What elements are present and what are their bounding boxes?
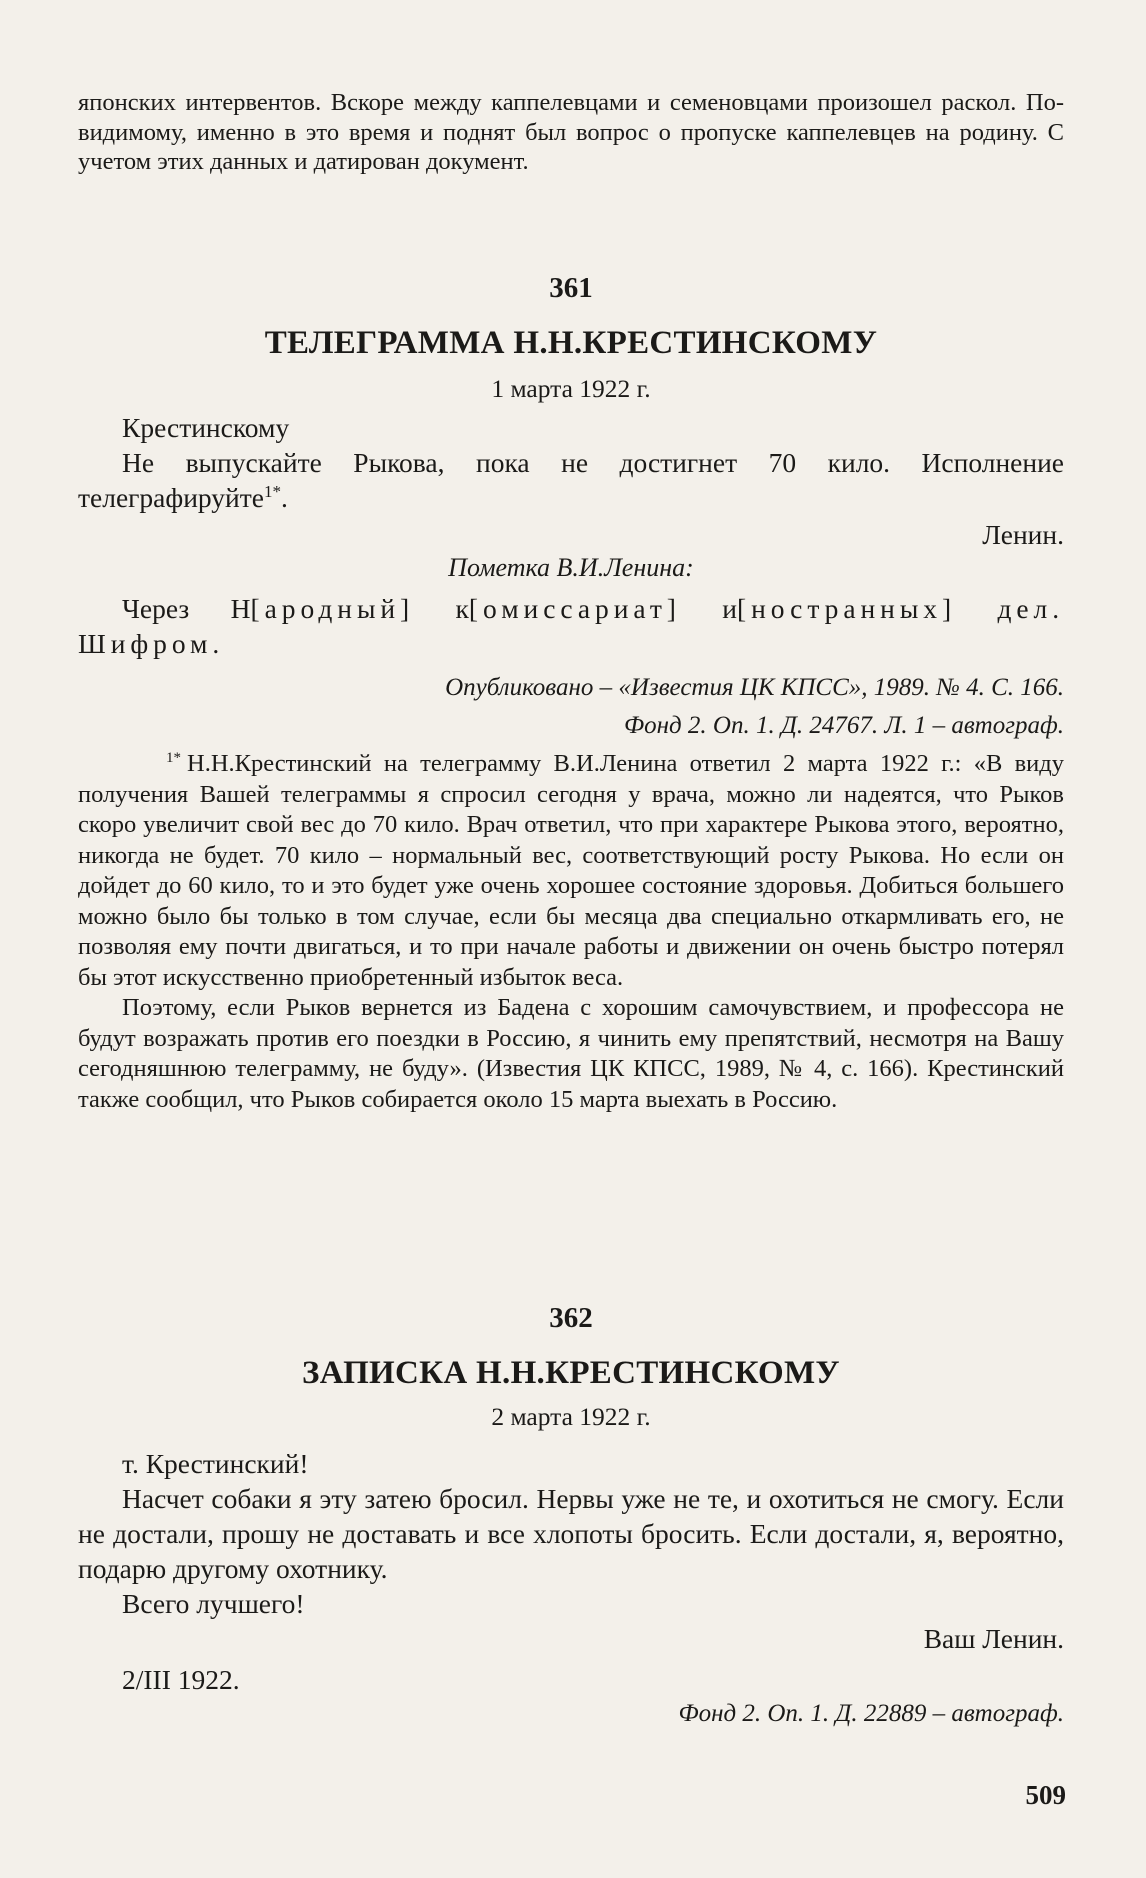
note-part: [омиссариат] (468, 593, 681, 624)
page-number: 509 (1025, 1780, 1066, 1810)
doc-number: 361 (549, 272, 593, 304)
doc-title: ТЕЛЕГРАММА Н.Н.КРЕСТИНСКОМУ (264, 325, 878, 361)
intro-section (78, 88, 1064, 177)
note-part: к (455, 593, 469, 624)
footnote-ref: 1* (264, 481, 282, 501)
doc-date: 2 марта 1922 г. (491, 1402, 651, 1431)
telegram-end: . (281, 482, 288, 513)
archive-reference: Фонд 2. Оп. 1. Д. 24767. Л. 1 – автограф. (624, 712, 1064, 739)
footnote-paragraph: 1* Н.Н.Крестинский на телеграмму В.И.Ленина ответил 2 марта 1922 г.: «В виду получения Вашей телеграммы я спросил сегодня у врача, можно ли надеятся, что Рыков скоро увеличит свой вес до 70 кило. Врач ответил, что при характере Рыкова этого, вероятно, никогда не будет. 70 кило – нормальный вес, соответствующий росту Рыкова. Но если он дойдет до 60 кило, то и это будет уже очень хорошее состояние здоровья. Добиться большего можно было бы только в том случае, если бы месяца два специально откармливать его, не позволяя ему почти двигаться, и то при начале работы и движении он очень быстро потерял бы этот искусственно приобретенный избыток веса. (78, 749, 1064, 991)
doc-date: 1 марта 1922 г. (491, 374, 651, 403)
note-part: Шифром. (78, 628, 225, 659)
footnote-paragraph: Поэтому, если Рыков вернется из Бадена с хорошим самочувствием, и профессора не будут возражать против его поездки в Россию, я чинить ему препятствий, несмотря на Вашу сегодняшнюю телеграмму, не буду». (Известия ЦК КПСС, 1989, № 4, с. 166). Крестинский также сообщил, что Рыков собирается около 15 марта выехать в Россию. (78, 994, 1064, 1113)
addressee: Крестинскому (122, 412, 290, 443)
document-362 (78, 1302, 1064, 1733)
note-heading: Пометка В.И.Ленина: (448, 553, 694, 582)
signature: Ленин. (982, 519, 1064, 550)
note-part: Н (230, 593, 251, 624)
telegram-body (78, 445, 1064, 515)
footnote (78, 749, 1064, 1115)
note-text (78, 591, 1064, 661)
note-part: дел. (997, 593, 1065, 624)
telegram-text: Не выпускайте Рыкова, пока не достигнет 70 кило. Исполнение телеграфируйте (78, 447, 1064, 513)
note-part: и (722, 593, 738, 624)
signature: Ваш Ленин. (923, 1623, 1064, 1654)
note-part: [ародный] (250, 593, 415, 624)
document-361 (78, 272, 1064, 1115)
closing: Всего лучшего! (122, 1588, 305, 1619)
note-part: Через (122, 593, 190, 624)
note-part: [ностранных] (737, 593, 957, 624)
doc-title: ЗАПИСКА Н.Н.КРЕСТИНСКОМУ (302, 1355, 840, 1391)
dateline: 2/III 1922. (122, 1664, 240, 1695)
intro-paragraph: японских интервентов. Вскоре между каппелевцами и семеновцами произошел раскол. По-видимому, именно в это время и поднят был вопрос о пропуске каппелевцев на родину. С учетом этих данных и датирован документ. (78, 89, 1064, 175)
footnote-text: Н.Н.Крестинский на телеграмму В.И.Ленина ответил 2 марта 1922 г.: «В виду получения Вашей телеграммы я спросил сегодня у врача, можно ли надеятся, что Рыков скоро увеличит свой вес до 70 кило. Врач ответил, что при характере Рыкова этого, вероятно, никогда не будет. 70 кило – нормальный вес, соответствующий росту Рыкова. Но если он дойдет до 60 кило, то и это будет уже очень хорошее состояние здоровья. Добиться большего можно было бы только в том случае, если бы месяца два специально откармливать его, не позволяя ему почти двигаться, и то при начале работы и движении он очень быстро потерял бы этот искусственно приобретенный избыток веса. (78, 750, 1064, 991)
note-body: Насчет собаки я эту затею бросил. Нервы уже не те, и охотиться не смогу. Если не достали, прошу не доставать и все хлопоты бросить. Если достали, я, вероятно, подарю другому охотнику. (78, 1483, 1064, 1584)
doc-number: 362 (549, 1302, 593, 1334)
archive-reference: Фонд 2. Оп. 1. Д. 22889 – автограф. (678, 1700, 1064, 1727)
published-source: Опубликовано – «Известия ЦК КПСС», 1989. № 4. С. 166. (445, 674, 1064, 701)
greeting: т. Крестинский! (122, 1448, 309, 1479)
